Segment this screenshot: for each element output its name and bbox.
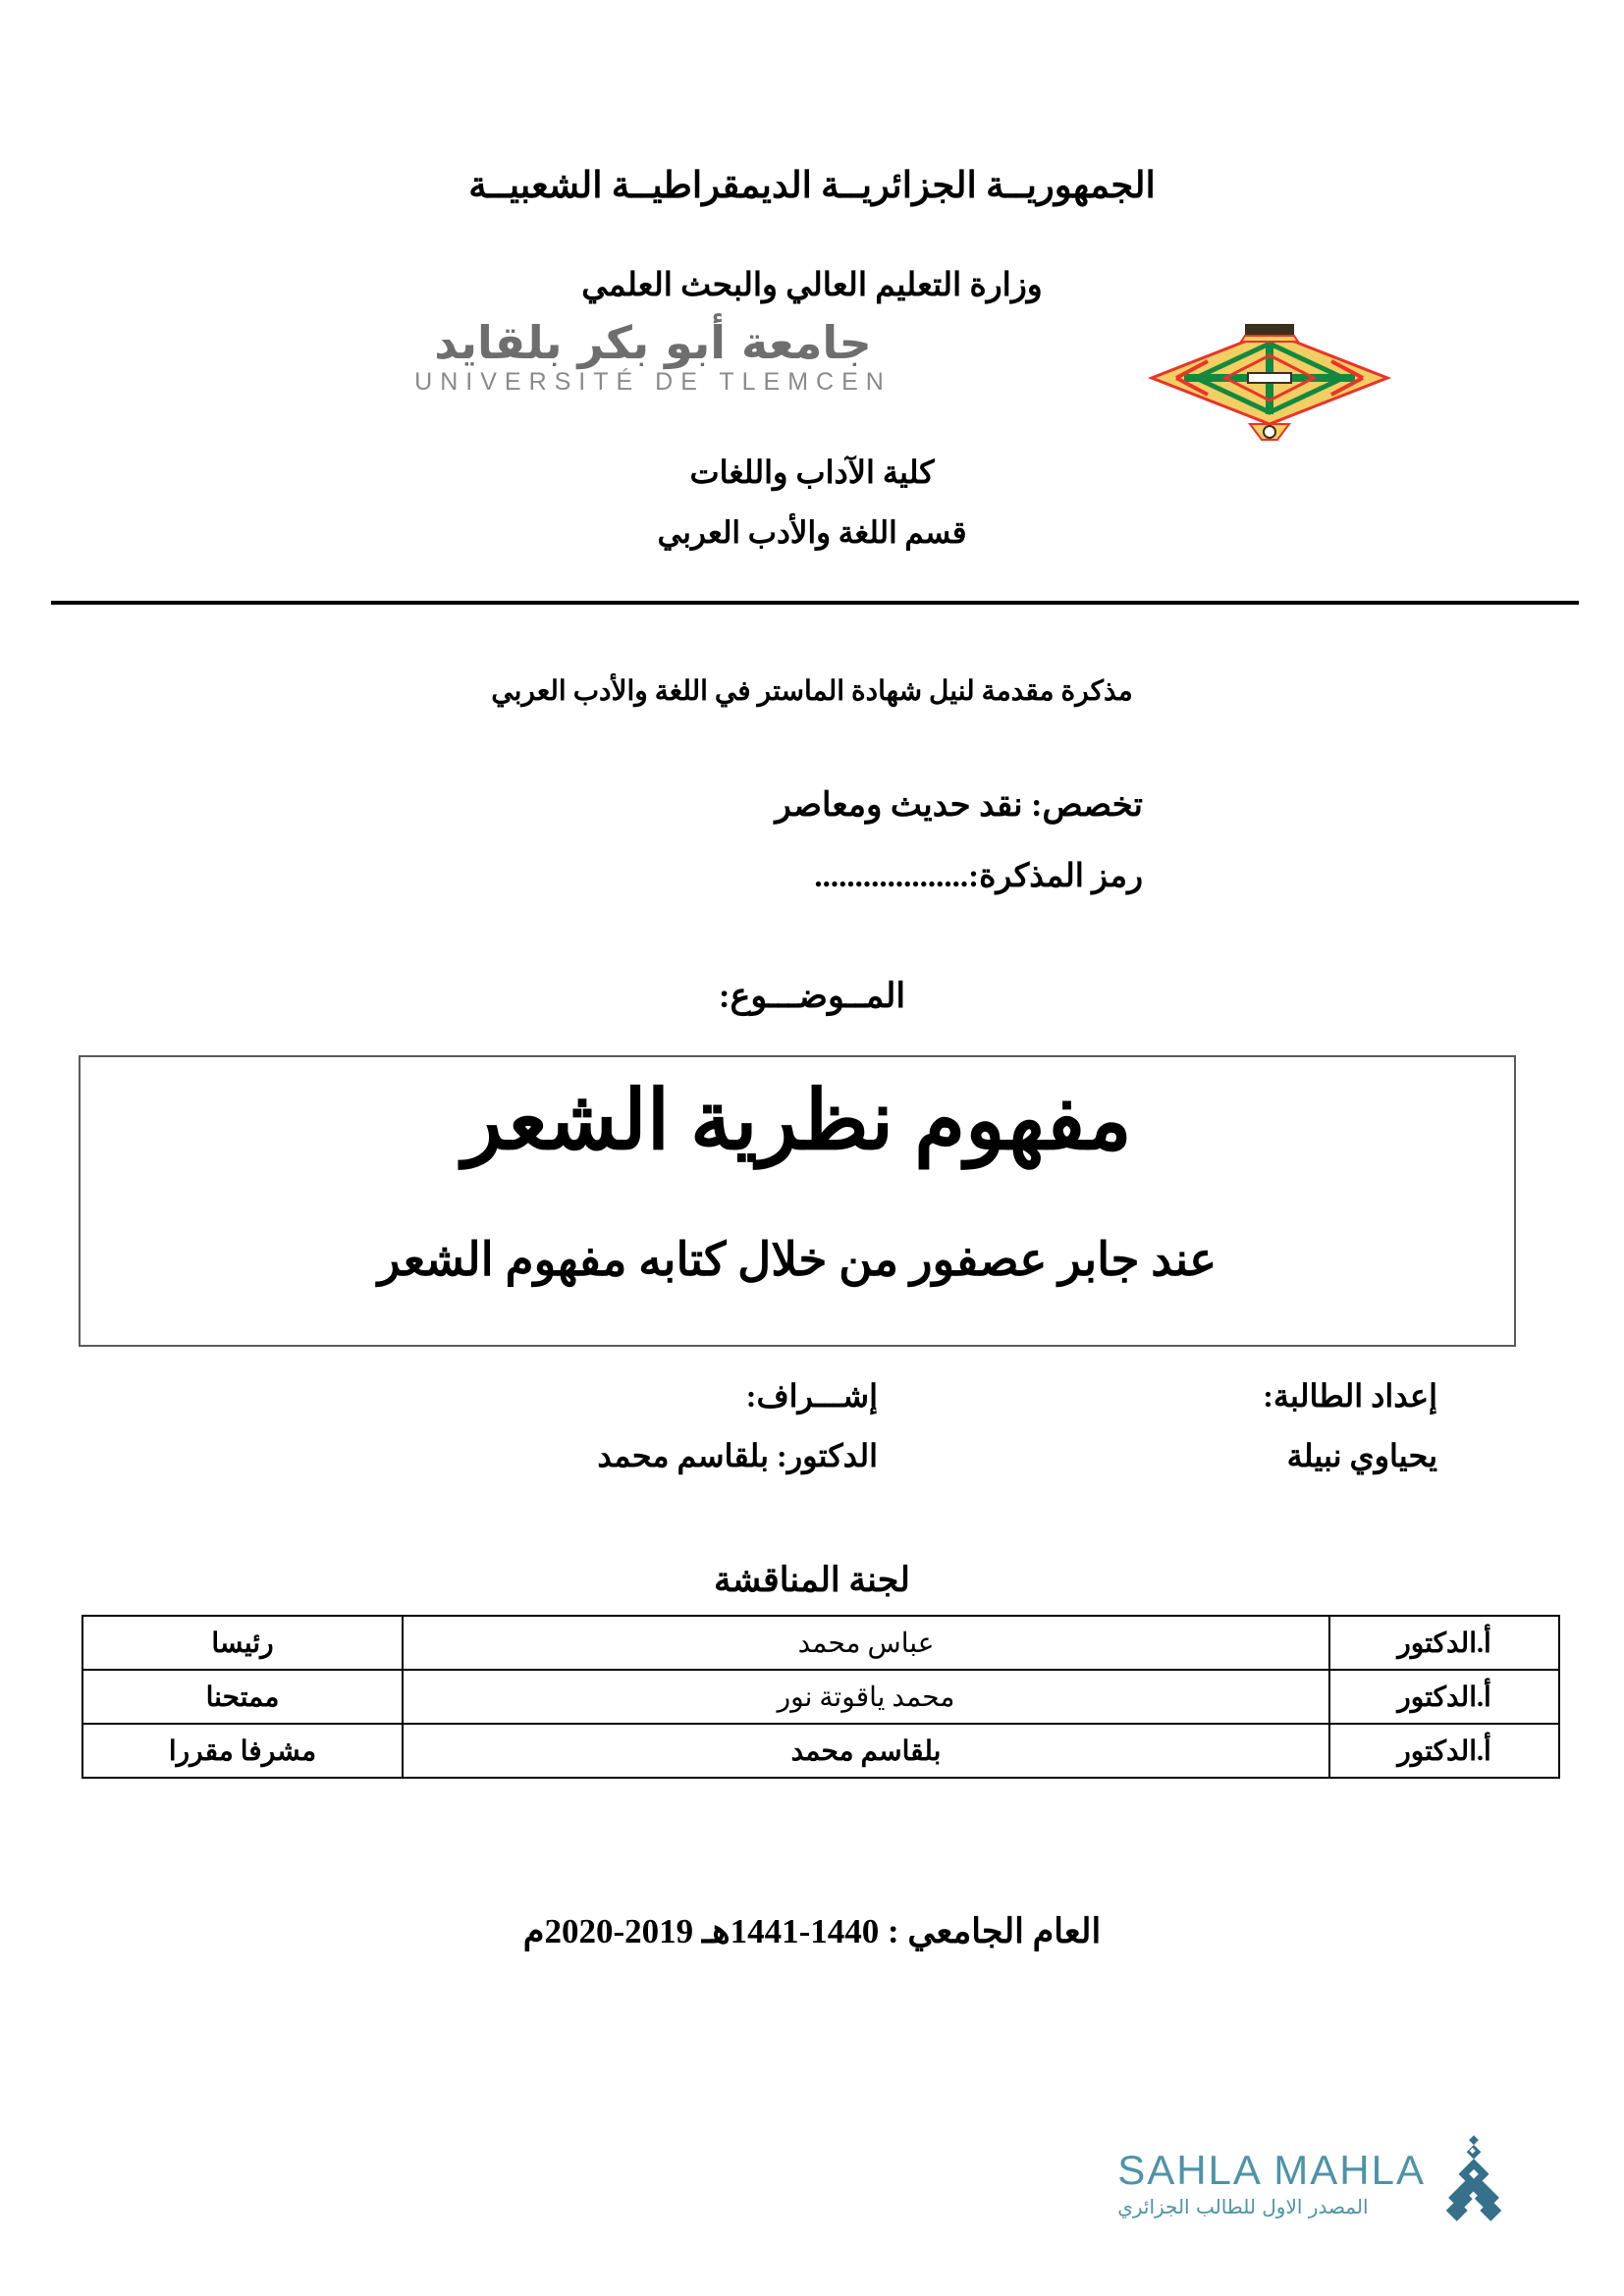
subject-label: المــوضـــوع: <box>718 977 906 1015</box>
degree-statement: مذكرة مقدمة لنيل شهادة الماستر في اللغة والأدب العربي <box>491 676 1133 707</box>
republic-heading: الجمهوريــة الجزائريــة الديمقراطيــة الشعبيــة <box>468 166 1156 206</box>
student-label: إعداد الطالبة: <box>1263 1378 1437 1414</box>
jury-name: عباس محمد <box>403 1616 1329 1670</box>
jury-role: أ.الدكتور <box>1329 1724 1559 1778</box>
university-logo <box>211 316 1095 397</box>
jury-table <box>81 1615 1560 1779</box>
thesis-title: مفهوم نظرية الشعر <box>462 1076 1132 1167</box>
department-line: قسم اللغة والأدب العربي <box>657 515 967 550</box>
jury-role: أ.الدكتور <box>1329 1616 1559 1670</box>
supervisor-block <box>597 1366 878 1486</box>
table-row <box>82 1670 1559 1724</box>
memo-code-line: رمز المذكرة:................... <box>814 859 1143 894</box>
jury-function: مشرفا مقررا <box>82 1724 403 1778</box>
student-name: يحياوي نبيلة <box>1286 1437 1437 1473</box>
table-row <box>82 1616 1559 1670</box>
faculty-line: كلية الآداب واللغات <box>689 454 935 490</box>
watermark-tagline: المصدر الاول للطالب الجزائري <box>1117 2195 1369 2218</box>
academic-year: العام الجامعي : 1440-1441هـ 2019-2020م <box>522 1912 1102 1950</box>
jury-function: رئيسا <box>82 1616 403 1670</box>
thesis-subtitle: عند جابر عصفور من خلال كتابه مفهوم الشعر <box>377 1235 1218 1286</box>
table-row <box>82 1724 1559 1778</box>
sahla-mahla-diamond-icon <box>1435 2135 1512 2233</box>
university-emblem-icon <box>1147 314 1392 442</box>
jury-name: محمد ياقوتة نور <box>403 1670 1329 1724</box>
student-block <box>1263 1366 1437 1486</box>
jury-function: ممتحنا <box>82 1670 403 1724</box>
supervisor-label: إشـــراف: <box>745 1378 878 1414</box>
university-logo-french: UNIVERSITÉ DE TLEMCEN <box>414 368 892 397</box>
ministry-heading: وزارة التعليم العالي والبحث العلمي <box>581 268 1043 303</box>
university-logo-arabic: جامعة أبو بكر بلقايد <box>434 316 872 369</box>
jury-title: لجنة المناقشة <box>714 1561 910 1599</box>
jury-role: أ.الدكتور <box>1329 1670 1559 1724</box>
specialization-line: تخصص: نقد حديث ومعاصر <box>775 787 1143 824</box>
jury-name: بلقاسم محمد <box>403 1724 1329 1778</box>
supervisor-name: الدكتور: بلقاسم محمد <box>597 1437 878 1473</box>
jury-table-body <box>82 1616 1559 1778</box>
header-divider <box>51 601 1579 605</box>
watermark-brand: SAHLA MAHLA <box>1117 2147 1426 2193</box>
sahla-mahla-watermark <box>1041 2135 1512 2233</box>
